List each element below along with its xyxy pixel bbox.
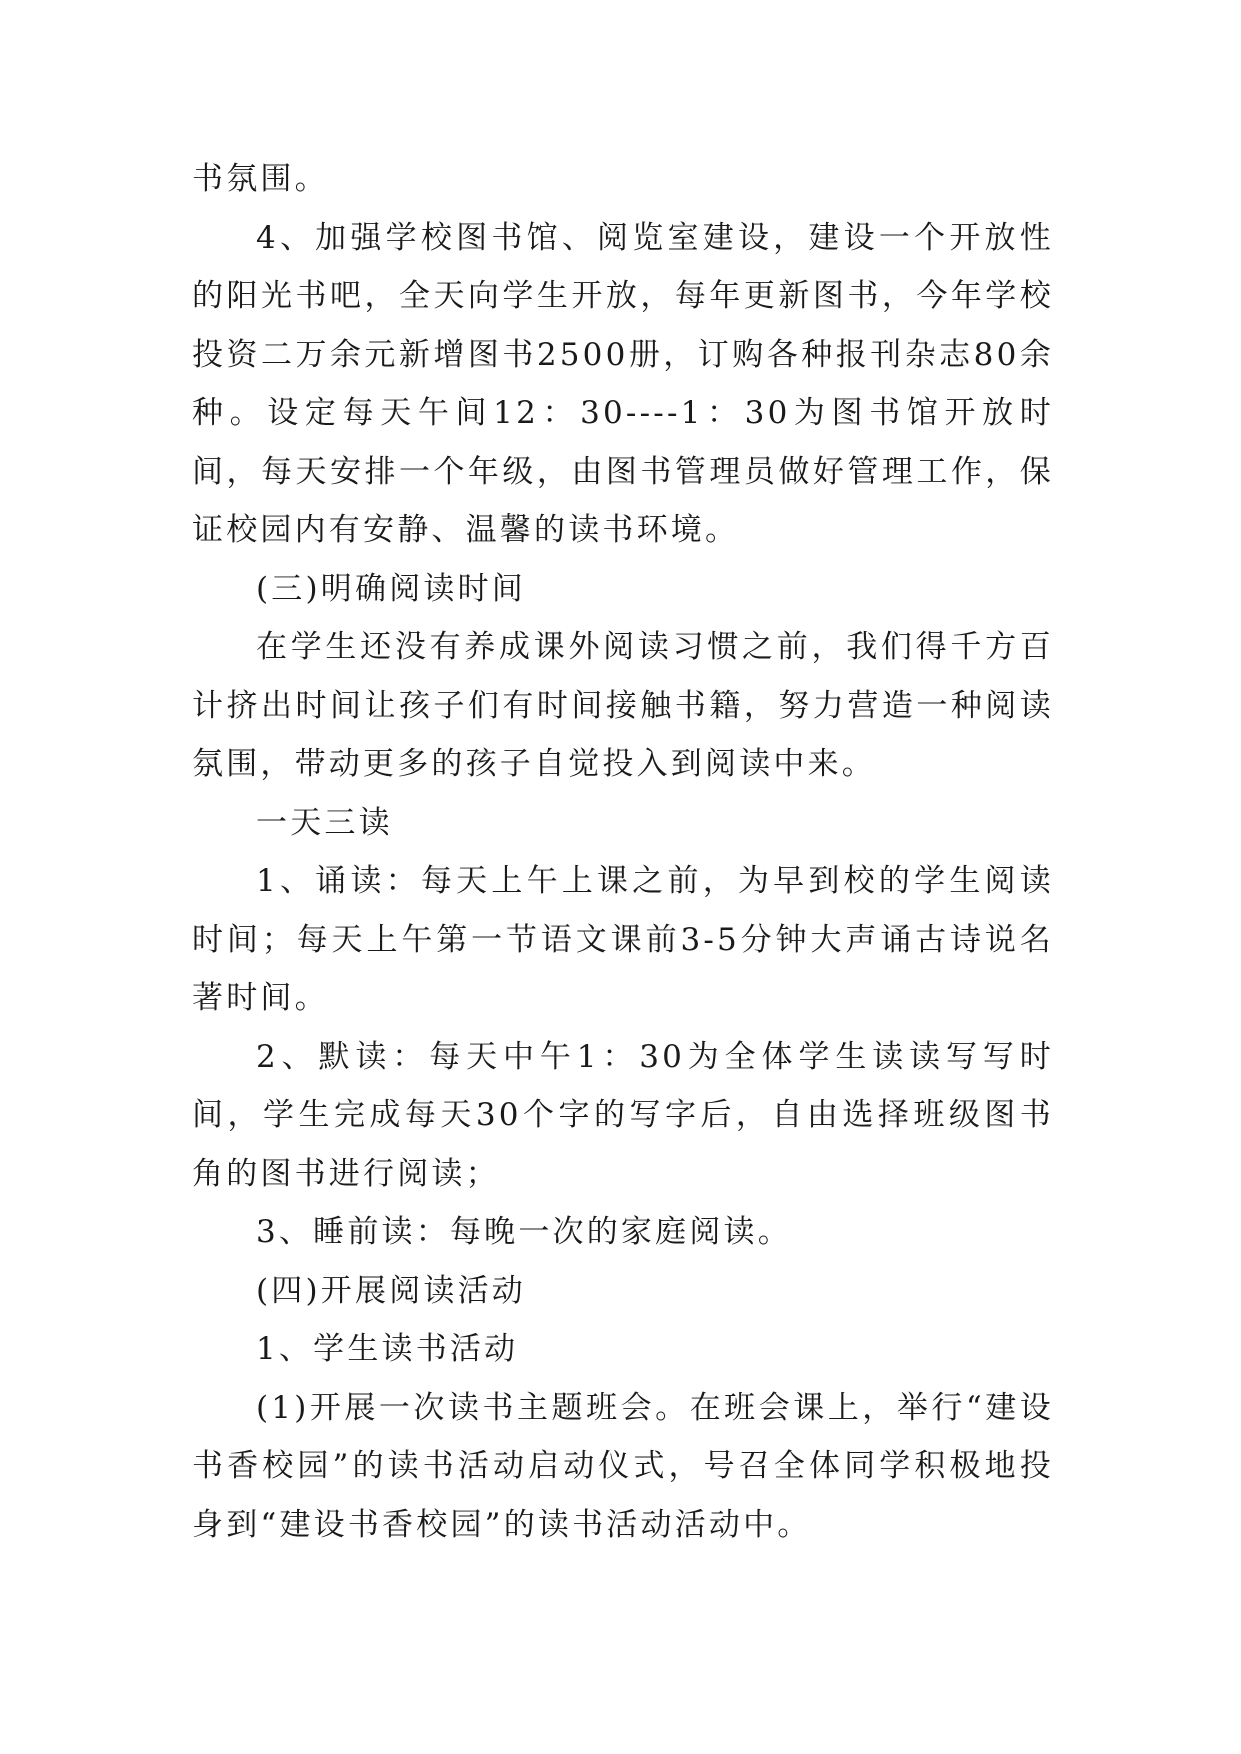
paragraph-library-construction: 4、加强学校图书馆、阅览室建设，建设一个开放性的阳光书吧，全天向学生开放，每年更新图书，今年学校投资二万余元新增图书2500册，订购各种报刊杂志80余种。设定每天午间12：30----1：30为图书馆开放时间，每天安排一个年级，由图书管理员做好管理工作，保证校园内有安静、温馨的读书环境。: [192, 219, 1054, 548]
paragraph-reading-time-intro: 在学生还没有养成课外阅读习惯之前，我们得千方百计挤出时间让孩子们有时间接触书籍，努力营造一种阅读氛围，带动更多的孩子自觉投入到阅读中来。: [192, 629, 1054, 782]
paragraph-continuation: 书氛围。: [192, 161, 329, 197]
subheading-three-readings: 一天三读: [256, 804, 393, 841]
section-heading-reading-activities: (四)开展阅读活动: [256, 1272, 526, 1309]
paragraph-class-meeting: (1)开展一次读书主题班会。在班会课上，举行“建设书香校园”的读书活动启动仪式，号召全体同学积极地投身到“建设书香校园”的读书活动活动中。: [192, 1389, 1054, 1543]
paragraph-recitation: 1、诵读：每天上午上课之前，为早到校的学生阅读时间；每天上午第一节语文课前3-5分钟大声诵古诗说名著时间。: [192, 863, 1054, 1016]
paragraph-silent-reading: 2、默读：每天中午1：30为全体学生读读写写时间，学生完成每天30个字的写字后，自由选择班级图书角的图书进行阅读；: [192, 1038, 1054, 1192]
section-heading-reading-time: (三)明确阅读时间: [256, 570, 526, 607]
document-body: [192, 150, 1054, 1554]
paragraph-bedtime-reading: 3、睡前读：每晚一次的家庭阅读。: [256, 1214, 792, 1250]
subheading-student-activities: 1、学生读书活动: [256, 1331, 519, 1367]
